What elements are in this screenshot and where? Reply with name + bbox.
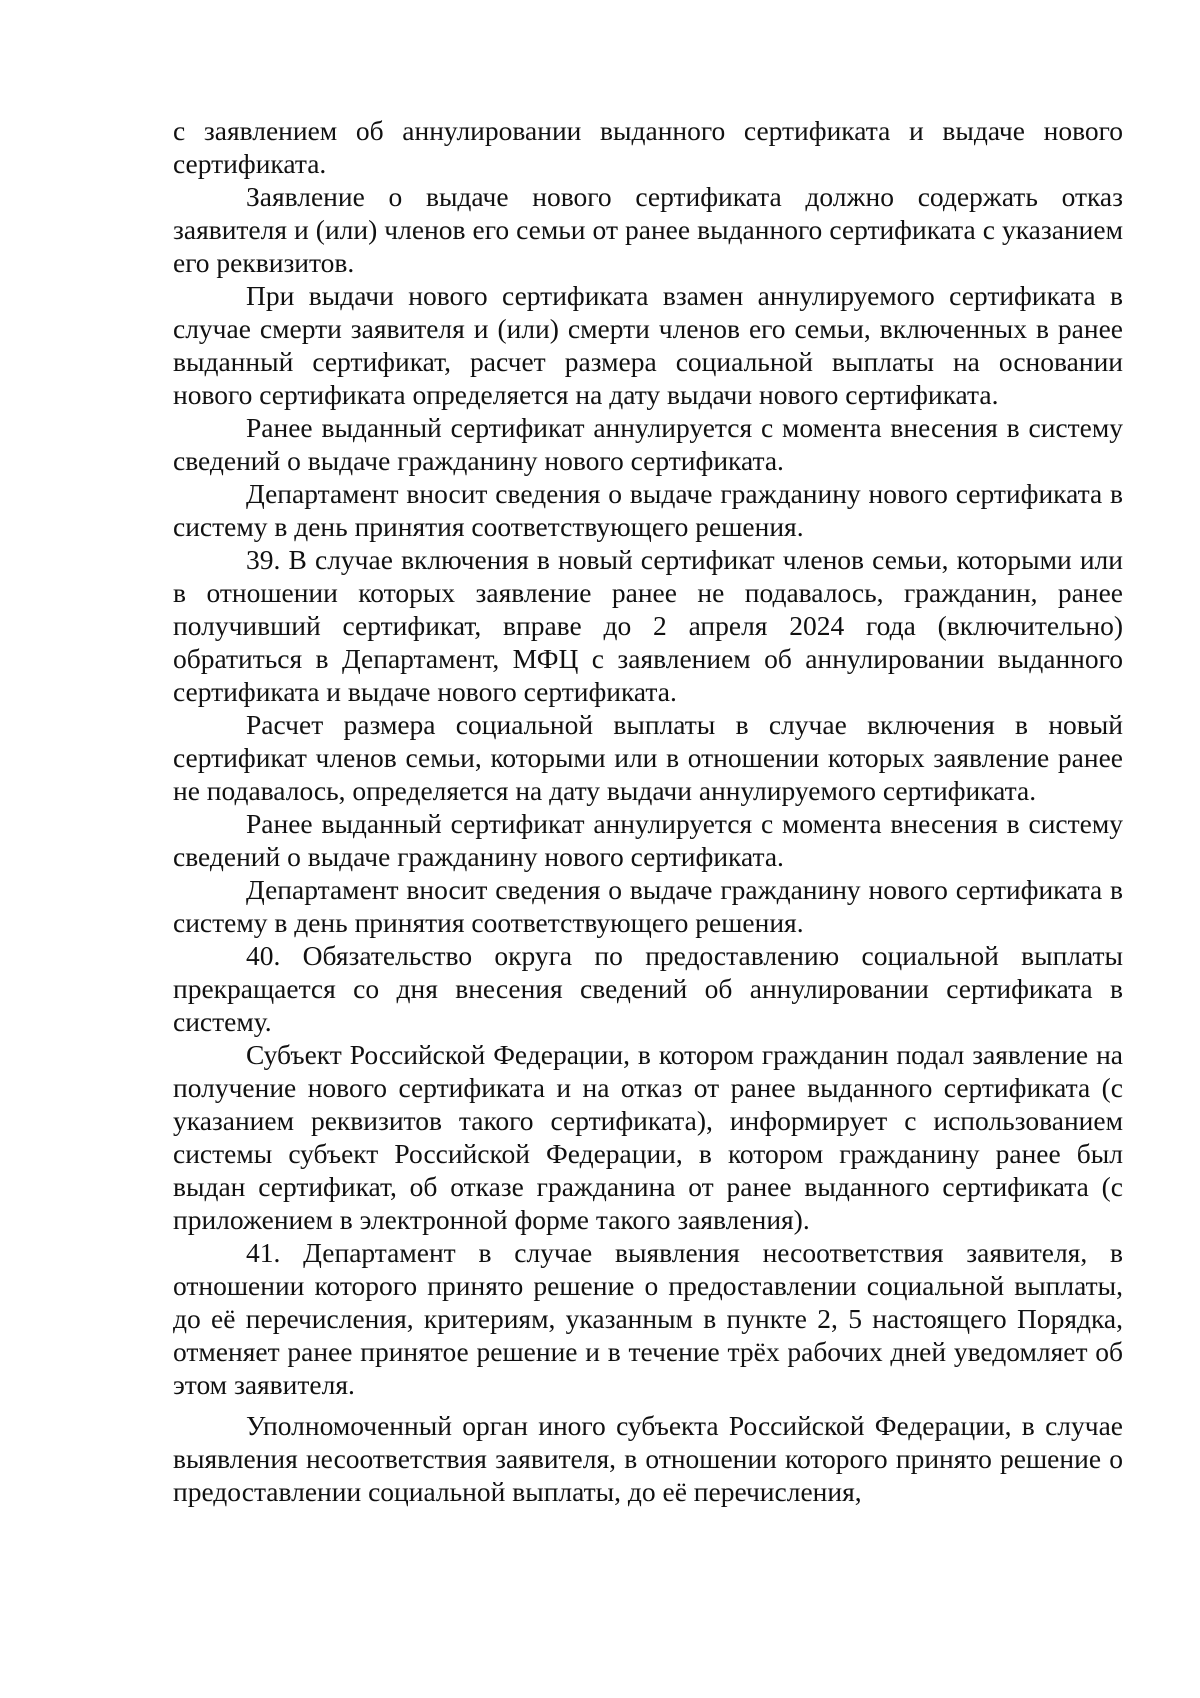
document-body <box>173 114 1123 1508</box>
paragraph: Уполномоченный орган иного субъекта Российской Федерации, в случае выявления несоответствия заявителя, в отношении которого принято решение о предоставлении социальной выплаты, до её перечисления, <box>173 1410 1123 1507</box>
paragraph-item-39: 39. В случае включения в новый сертификат членов семьи, которыми или в отношении которых заявление ранее не подавалось, гражданин, ранее получивший сертификат, вправе до 2 апреля 2024 года (включительно) обратиться в Департамент, МФЦ с заявлением об аннулировании выданного сертификата и выдаче нового сертификата. <box>173 544 1123 707</box>
paragraph: Расчет размера социальной выплаты в случае включения в новый сертификат членов семьи, которыми или в отношении которых заявление ранее не подавалось, определяется на дату выдачи аннулируемого сертификата. <box>173 709 1123 806</box>
paragraph: При выдачи нового сертификата взамен аннулируемого сертификата в случае смерти заявителя и (или) смерти членов его семьи, включенных в ранее выданный сертификат, расчет размера социальной выплаты на основании нового сертификата определяется на дату выдачи нового сертификата. <box>173 280 1123 410</box>
paragraph: Департамент вносит сведения о выдаче гражданину нового сертификата в систему в день принятия соответствующего решения. <box>173 874 1123 938</box>
paragraph: Ранее выданный сертификат аннулируется с момента внесения в систему сведений о выдаче гражданину нового сертификата. <box>173 808 1123 872</box>
paragraph: Заявление о выдаче нового сертификата должно содержать отказ заявителя и (или) членов его семьи от ранее выданного сертификата с указанием его реквизитов. <box>173 181 1123 278</box>
paragraph-item-40: 40. Обязательство округа по предоставлению социальной выплаты прекращается со дня внесения сведений об аннулировании сертификата в систему. <box>173 940 1123 1037</box>
paragraph-item-41: 41. Департамент в случае выявления несоответствия заявителя, в отношении которого принято решение о предоставлении социальной выплаты, до её перечисления, критериям, указанным в пункте 2, 5 настоящего Порядка, отменяет ранее принятое решение и в течение трёх рабочих дней уведомляет об этом заявителя. <box>173 1237 1123 1400</box>
paragraph: Департамент вносит сведения о выдаче гражданину нового сертификата в систему в день принятия соответствующего решения. <box>173 478 1123 542</box>
paragraph: Ранее выданный сертификат аннулируется с момента внесения в систему сведений о выдаче гражданину нового сертификата. <box>173 412 1123 476</box>
paragraph-continuation: с заявлением об аннулировании выданного сертификата и выдаче нового сертификата. <box>173 115 1123 179</box>
paragraph: Субъект Российской Федерации, в котором гражданин подал заявление на получение нового сертификата и на отказ от ранее выданного сертификата (с указанием реквизитов такого сертификата), информирует с использованием системы субъект Российской Федерации, в котором гражданину ранее был выдан сертификат, об отказе гражданина от ранее выданного сертификата (с приложением в электронной форме такого заявления). <box>173 1039 1123 1235</box>
